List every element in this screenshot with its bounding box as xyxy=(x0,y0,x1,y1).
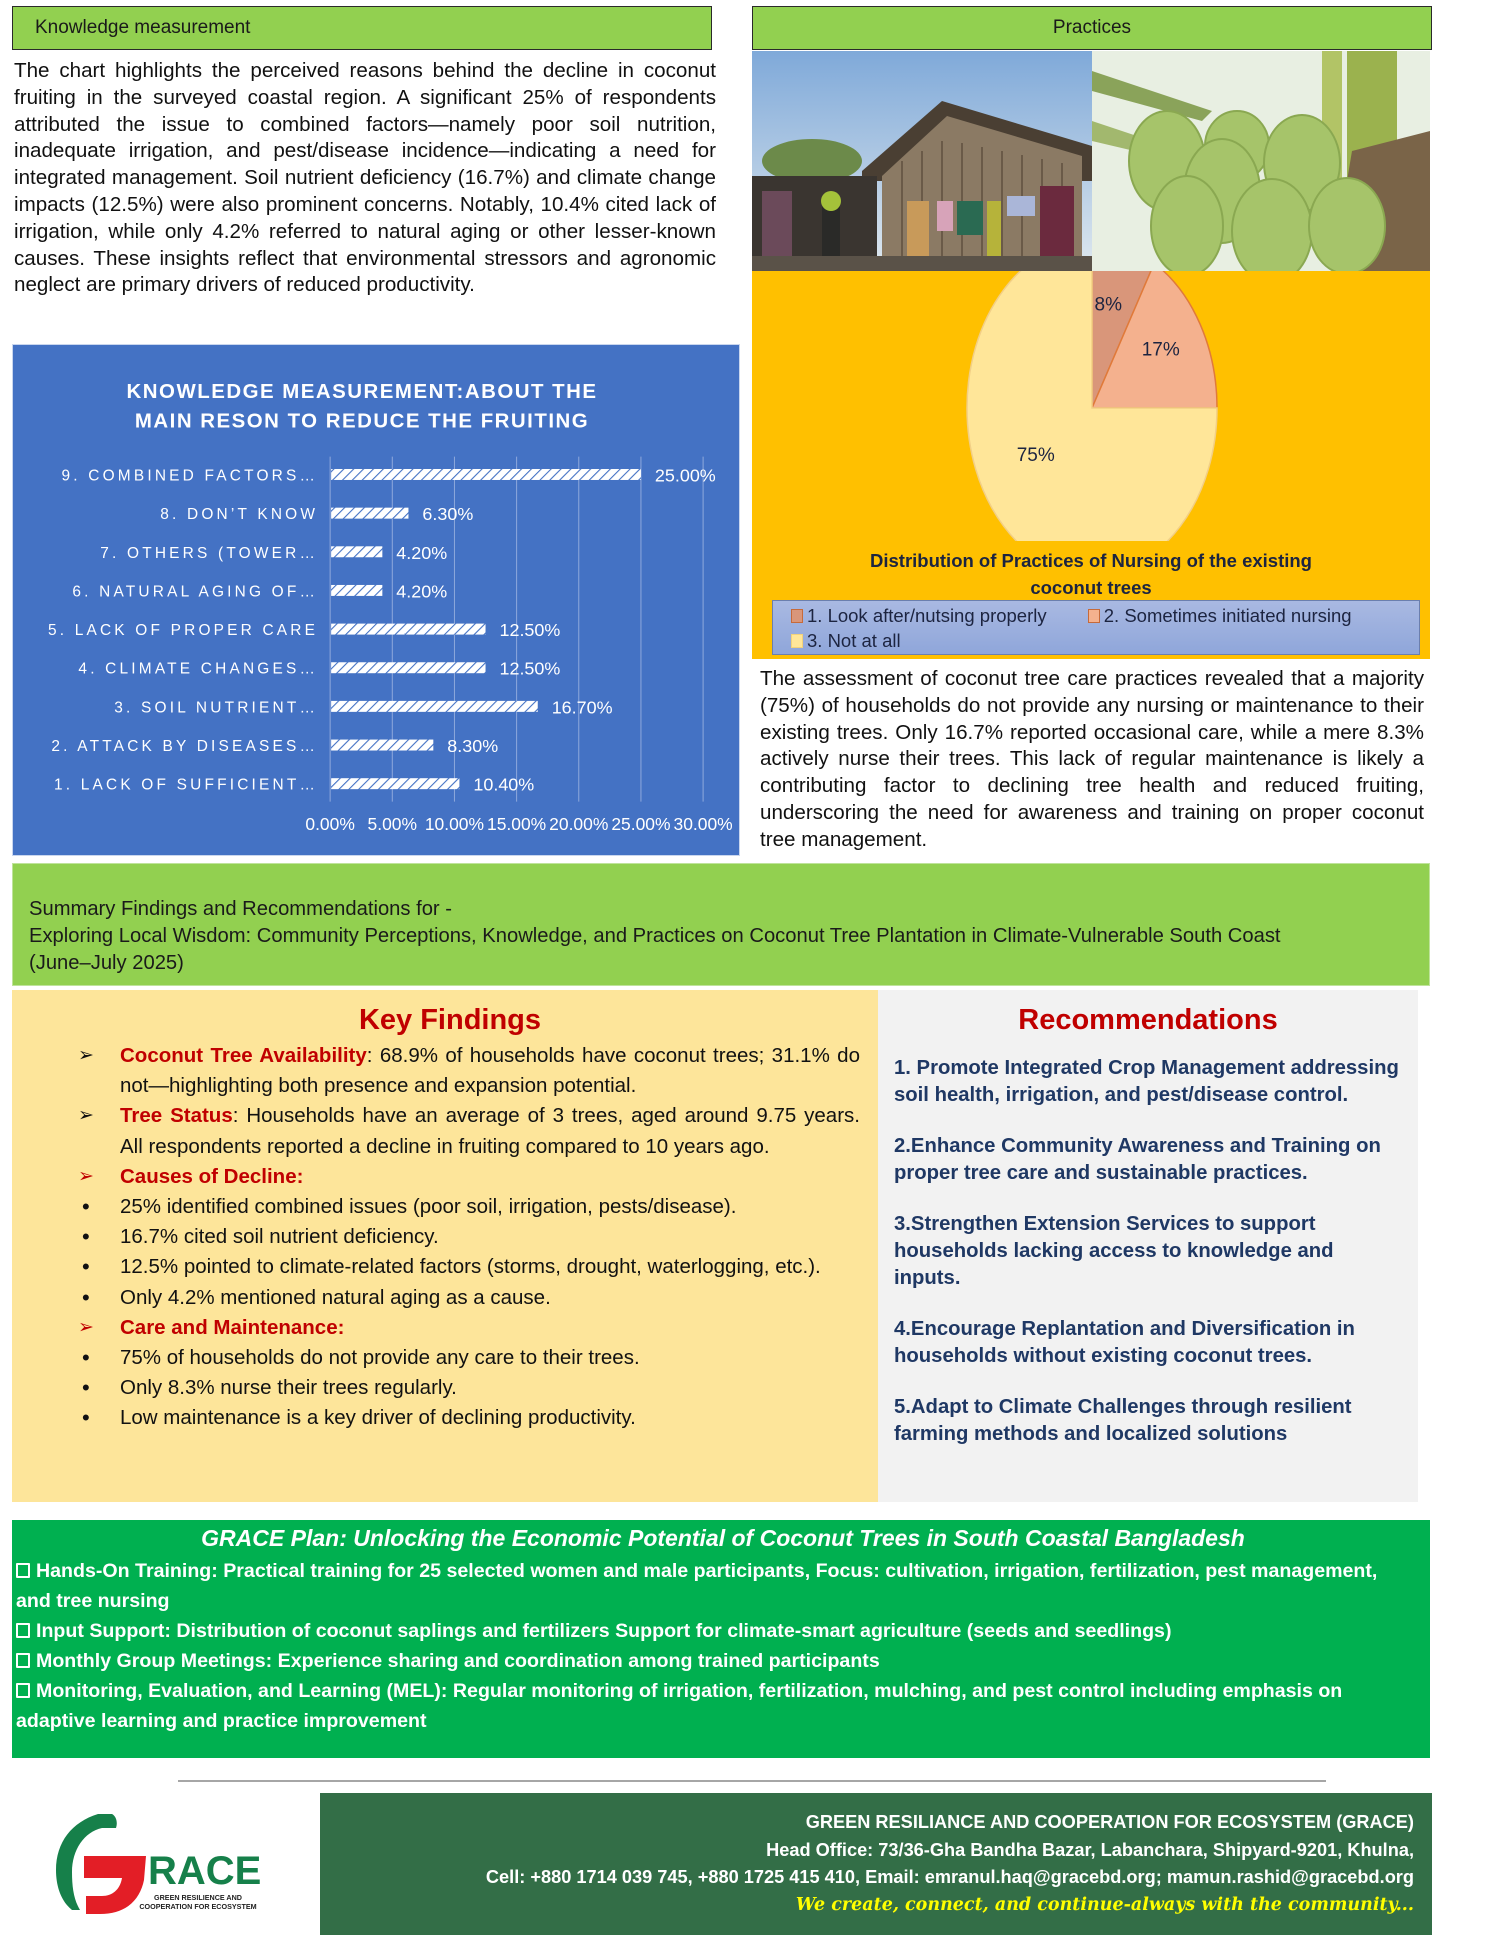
bar-value-label: 8.30% xyxy=(447,736,499,757)
nursing-practices-pie-chart xyxy=(752,271,1430,659)
category-label: 2. ATTACK BY DISEASES… xyxy=(51,738,319,756)
finding-text: Only 4.2% mentioned natural aging as a cause. xyxy=(120,1285,551,1309)
practices-paragraph: The assessment of coconut tree care practices revealed that a majority (75%) of households do not provide any nursing or maintenance to their existing trees. Only 16.7% reported occasional care, while a mere 8.3% actively nurse their trees. This lack of regular maintenance is likely a contributing factor to declining tree health and reduced fruiting, underscoring the need for awareness and training on proper coconut tree management. xyxy=(760,667,1424,851)
legend-item-look-after xyxy=(791,603,1047,628)
pie-value-label: 75% xyxy=(1016,444,1055,466)
finding-item xyxy=(12,1252,878,1282)
practices-photos xyxy=(752,51,1430,271)
bar-value-label: 12.50% xyxy=(499,658,561,679)
bar xyxy=(331,546,382,557)
category-label: 3. SOIL NUTRIENT… xyxy=(114,699,319,717)
x-tick-label: 15.00% xyxy=(487,814,547,835)
arrow-bullet-icon: ➢ xyxy=(78,1045,94,1066)
org-name: GREEN RESILIANCE AND COOPERATION FOR ECOSYSTEM (GRACE) xyxy=(805,1812,1414,1832)
finding-text: Low maintenance is a key driver of declining productivity. xyxy=(120,1406,636,1430)
legend-swatch-not-at-all xyxy=(791,634,803,648)
checkbox-icon xyxy=(16,1563,30,1578)
finding-item xyxy=(12,1222,878,1252)
pie-legend xyxy=(772,600,1420,655)
logo-subtitle-2: COOPERATION FOR ECOSYSTEM xyxy=(139,1902,257,1911)
bar xyxy=(331,508,408,519)
x-tick-label: 0.00% xyxy=(305,814,355,835)
finding-text: 16.7% cited soil nutrient deficiency. xyxy=(120,1225,439,1249)
org-address: Head Office: 73/36-Gha Bandha Bazar, Labanchara, Shipyard-9201, Khulna, xyxy=(766,1839,1414,1860)
pie-value-label: 17% xyxy=(1141,339,1180,361)
bullet-icon: • xyxy=(82,1284,90,1310)
bullet-icon: • xyxy=(82,1375,90,1401)
finding-text: 25% identified combined issues (poor soil, irrigation, pests/disease). xyxy=(120,1195,737,1219)
pie-title-line-2: coconut trees xyxy=(1030,577,1152,598)
bullet-icon: • xyxy=(82,1254,90,1280)
logo-wordmark: RACE xyxy=(148,1849,262,1893)
bar-value-label: 25.00% xyxy=(654,465,716,486)
finding-item xyxy=(12,1192,878,1222)
finding-item xyxy=(12,1101,878,1161)
bar xyxy=(331,469,641,480)
bar xyxy=(331,740,433,751)
plan-item-text: Input Support: Distribution of coconut saplings and fertilizers Support for climate-smart agriculture (seeds and seedlings) xyxy=(36,1620,1172,1642)
arrow-bullet-icon: ➢ xyxy=(78,1316,94,1338)
recommendation-item: 5.Adapt to Climate Challenges through resilient farming methods and localized solutions xyxy=(894,1396,1352,1445)
category-label: 8. DON’T KNOW xyxy=(160,506,319,524)
bar-value-label: 16.70% xyxy=(551,697,613,718)
knowledge-bar-chart xyxy=(12,344,740,856)
chart-title-line-2: MAIN RESON TO REDUCE THE FRUITING xyxy=(134,410,590,433)
pie-chart-title xyxy=(752,547,1430,601)
finding-label: Causes of Decline: xyxy=(120,1164,304,1188)
legend-item-not-at-all xyxy=(791,628,901,653)
legend-label-not-at-all: 3. Not at all xyxy=(807,629,901,651)
finding-text: : 68.9% of households have coconut trees; 31.1% do not—highlighting both presence and expansion potential. xyxy=(120,1044,860,1098)
finding-item xyxy=(12,1283,878,1313)
org-tagline: We create, connect, and continue-always with the community... xyxy=(795,1894,1414,1915)
recommendations-title: Recommendations xyxy=(1018,1004,1278,1036)
bar-chart-svg xyxy=(13,345,739,855)
finding-label: Coconut Tree Availability xyxy=(120,1044,367,1067)
bar-value-label: 10.40% xyxy=(473,774,535,795)
finding-text: 12.5% pointed to climate-related factors (storms, drought, waterlogging, etc.). xyxy=(120,1255,821,1279)
recommendation-item: 2.Enhance Community Awareness and Training on proper tree care and sustainable practices. xyxy=(894,1135,1381,1184)
x-tick-label: 25.00% xyxy=(611,814,671,835)
category-label: 6. NATURAL AGING OF… xyxy=(72,583,319,601)
bar xyxy=(331,585,382,596)
grace-logo xyxy=(50,1810,290,1920)
footer-divider xyxy=(178,1780,1326,1782)
bar-value-label: 4.20% xyxy=(396,542,448,563)
practices-section-header xyxy=(752,6,1432,50)
summary-banner xyxy=(12,863,1430,986)
grace-plan-title: GRACE Plan: Unlocking the Economic Potential of Coconut Trees in South Coastal Bangladesh xyxy=(201,1525,1245,1551)
plan-item-meetings xyxy=(16,1646,1430,1676)
checkbox-icon xyxy=(16,1683,30,1698)
category-label: 5. LACK OF PROPER CARE xyxy=(47,622,319,640)
legend-swatch-sometimes xyxy=(1088,609,1100,623)
logo-subtitle-1: GREEN RESILIENCE AND xyxy=(154,1893,242,1902)
house-photo xyxy=(752,51,1092,271)
finding-label: Tree Status xyxy=(120,1104,233,1128)
coconut-photo-illustration xyxy=(1092,51,1430,271)
recommendation-item: 1. Promote Integrated Crop Management addressing soil health, irrigation, and pest/disease control. xyxy=(894,1057,1399,1106)
checkbox-icon xyxy=(16,1623,30,1638)
coconut-photo xyxy=(1092,51,1430,271)
recommendations-panel xyxy=(878,990,1418,1502)
legend-label-look-after: 1. Look after/nutsing properly xyxy=(807,604,1047,626)
key-findings-list xyxy=(12,1041,878,1434)
finding-text: : Households have an average of 3 trees, aged around 9.75 years. All respondents reported a decline in fruiting compared to 10 years ago. xyxy=(120,1104,860,1158)
bar xyxy=(331,662,485,673)
house-photo-illustration xyxy=(752,51,1092,271)
legend-label-sometimes: 2. Sometimes initiated nursing xyxy=(1103,604,1352,626)
bullet-icon: • xyxy=(82,1405,90,1431)
bar xyxy=(331,701,538,712)
bar-value-label: 4.20% xyxy=(396,581,448,602)
plan-item-training xyxy=(16,1556,1430,1616)
bar-value-label: 6.30% xyxy=(422,504,474,525)
plan-item-text: Hands-On Training: Practical training for 25 selected women and male participants, Focus: cultivation, irrigation, fertilization, pest management, and tree nursing xyxy=(16,1560,1378,1612)
legend-item-sometimes xyxy=(1088,603,1352,628)
finding-label: Care and Maintenance: xyxy=(120,1315,345,1339)
pie-chart-svg xyxy=(752,271,1430,541)
finding-item xyxy=(12,1041,878,1101)
finding-item xyxy=(12,1403,878,1433)
recommendation-item: 4.Encourage Replantation and Diversification in households without existing coconut trees. xyxy=(894,1318,1355,1367)
bullet-icon: • xyxy=(82,1224,90,1250)
plan-item-text: Monthly Group Meetings: Experience sharing and coordination among trained participants xyxy=(36,1650,880,1672)
key-findings-panel xyxy=(12,990,878,1502)
bar xyxy=(331,624,485,635)
chart-title-line-1: KNOWLEDGE MEASUREMENT:ABOUT THE xyxy=(126,380,598,403)
knowledge-header-text: Knowledge measurement xyxy=(35,17,251,38)
pie-value-label: 8% xyxy=(1094,294,1122,316)
finding-item xyxy=(12,1162,878,1192)
x-tick-label: 10.00% xyxy=(424,814,485,835)
org-contact: Cell: +880 1714 039 745, +880 1725 415 410, Email: emranul.haq@gracebd.org; mamun.rashid@gracebd.org xyxy=(485,1867,1414,1887)
summary-line-1: Summary Findings and Recommendations for - xyxy=(29,898,452,920)
category-label: 9. COMBINED FACTORS… xyxy=(61,467,319,485)
pie-title-line-1: Distribution of Practices of Nursing of the existing xyxy=(870,550,1312,571)
summary-line-3: (June–July 2025) xyxy=(29,952,184,974)
category-label: 7. OTHERS (TOWER… xyxy=(100,544,319,562)
grace-plan-panel xyxy=(12,1520,1430,1758)
x-tick-label: 5.00% xyxy=(367,814,418,835)
x-tick-label: 30.00% xyxy=(673,814,733,835)
checkbox-icon xyxy=(16,1653,30,1668)
plan-item-text: Monitoring, Evaluation, and Learning (MEL): Regular monitoring of irrigation, fertilization, mulching, and pest control including emphasis on adaptive learning and practice improvement xyxy=(16,1680,1343,1732)
bar-value-label: 12.50% xyxy=(499,620,561,641)
arrow-bullet-icon: ➢ xyxy=(78,1165,94,1187)
key-findings-title: Key Findings xyxy=(358,1004,542,1036)
knowledge-section-header xyxy=(12,6,712,50)
plan-item-input-support xyxy=(16,1616,1430,1646)
finding-text: Only 8.3% nurse their trees regularly. xyxy=(120,1376,457,1400)
finding-item xyxy=(12,1373,878,1403)
bullet-icon: • xyxy=(82,1194,90,1220)
arrow-bullet-icon: ➢ xyxy=(78,1105,94,1127)
finding-text: 75% of households do not provide any care to their trees. xyxy=(120,1346,640,1370)
footer-contact-box xyxy=(320,1793,1432,1935)
bar xyxy=(331,778,459,789)
category-label: 1. LACK OF SUFFICIENT… xyxy=(53,776,319,794)
x-tick-label: 20.00% xyxy=(549,814,609,835)
practices-header-text: Practices xyxy=(1052,17,1132,38)
knowledge-paragraph: The chart highlights the perceived reasons behind the decline in coconut fruiting in the surveyed coastal region. A significant 25% of respondents attributed the issue to combined factors—namely poor soil nutrition, inadequate irrigation, and pest/disease incidence—indicating a need for integrated management. Soil nutrient deficiency (16.7%) and climate change impacts (12.5%) were also prominent concerns. Notably, 10.4% cited lack of irrigation, while only 4.2% referred to natural aging or other lesser-known causes. These insights reflect that environmental stressors and agronomic neglect are primary drivers of reduced productivity. xyxy=(14,59,716,297)
finding-item xyxy=(12,1313,878,1343)
bullet-icon: • xyxy=(82,1345,90,1371)
plan-item-mel xyxy=(16,1676,1430,1736)
summary-line-2: Exploring Local Wisdom: Community Perceptions, Knowledge, and Practices on Coconut Tree Plantation in Climate-Vulnerable South Coast xyxy=(29,925,1281,947)
grace-logo-icon xyxy=(50,1810,290,1920)
legend-swatch-look-after xyxy=(791,609,803,623)
recommendation-item: 3.Strengthen Extension Services to support households lacking access to knowledge and inputs. xyxy=(894,1213,1334,1289)
category-label: 4. CLIMATE CHANGES… xyxy=(78,660,319,678)
finding-item xyxy=(12,1343,878,1373)
